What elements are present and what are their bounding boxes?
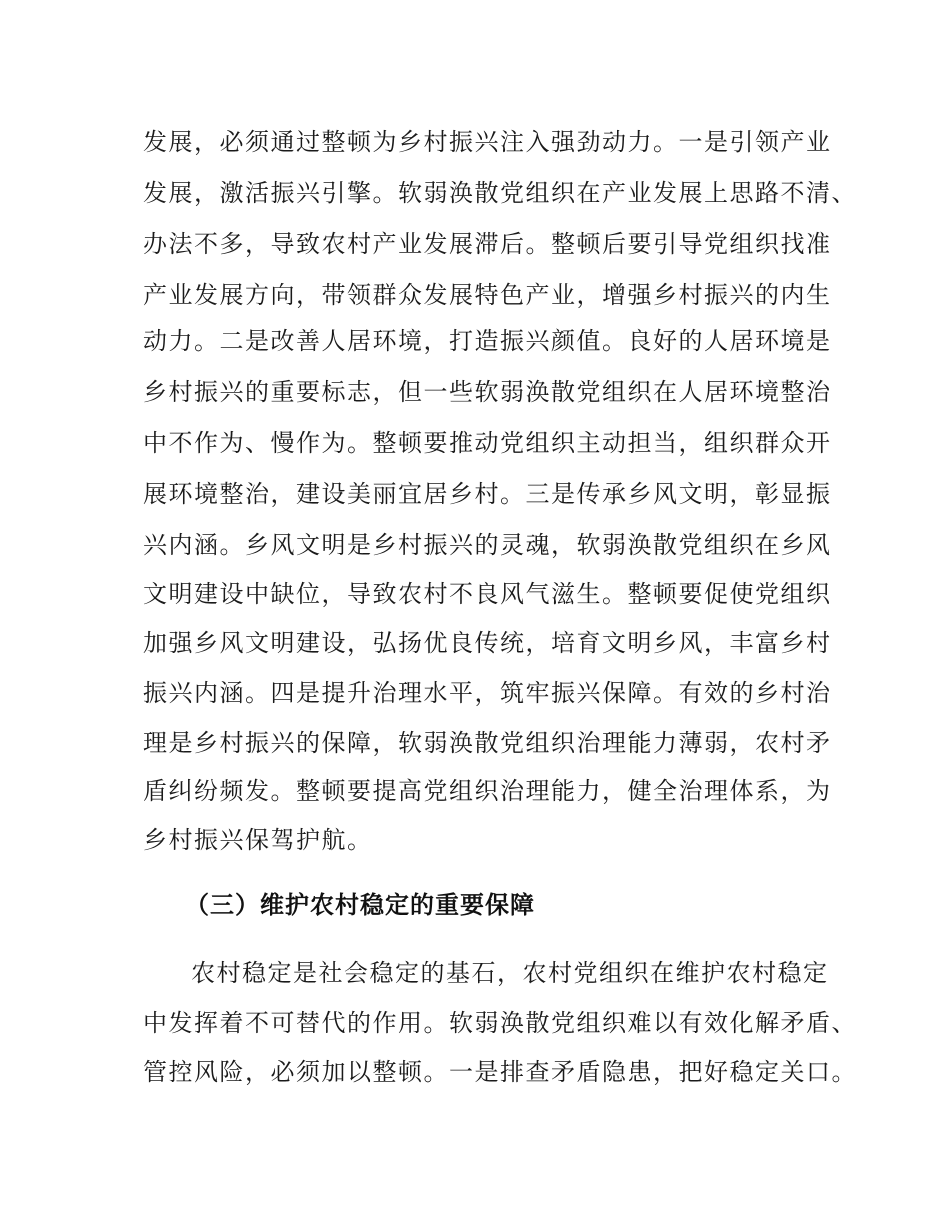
paragraph-line: 文明建设中缺位，导致农村不良风气滋生。整顿要促使党组织 <box>143 580 832 608</box>
paragraph-line: 中发挥着不可替代的作用。软弱涣散党组织难以有效化解矛盾、 <box>143 1009 857 1037</box>
paragraph-line: 乡村振兴保驾护航。 <box>143 826 373 854</box>
paragraph-line: 展环境整治，建设美丽宜居乡村。三是传承乡风文明，彰显振 <box>143 480 832 508</box>
paragraph-line: 盾纠纷频发。整顿要提高党组织治理能力，健全治理体系，为 <box>143 777 832 805</box>
paragraph-line: 发展，必须通过整顿为乡村振兴注入强劲动力。一是引领产业 <box>143 128 832 156</box>
section-heading: （三）维护农村稳定的重要保障 <box>185 891 535 919</box>
paragraph-line: 中不作为、慢作为。整顿要推动党组织主动担当，组织群众开 <box>143 429 832 457</box>
paragraph-line: 振兴内涵。四是提升治理水平，筑牢振兴保障。有效的乡村治 <box>143 679 832 707</box>
paragraph-line: 理是乡村振兴的保障，软弱涣散党组织治理能力薄弱，农村矛 <box>143 729 832 757</box>
paragraph-line: 产业发展方向，带领群众发展特色产业，增强乡村振兴的内生 <box>143 281 832 309</box>
paragraph-line: 加强乡风文明建设，弘扬优良传统，培育文明乡风，丰富乡村 <box>143 629 832 657</box>
paragraph-line: 乡村振兴的重要标志，但一些软弱涣散党组织在人居环境整治 <box>143 378 832 406</box>
paragraph-line: 发展，激活振兴引擎。软弱涣散党组织在产业发展上思路不清、 <box>143 179 857 207</box>
paragraph-line: 兴内涵。乡风文明是乡村振兴的灵魂，软弱涣散党组织在乡风 <box>143 531 832 559</box>
paragraph-line: 动力。二是改善人居环境，打造振兴颜值。良好的人居环境是 <box>143 327 832 355</box>
paragraph-line: 农村稳定是社会稳定的基石，农村党组织在维护农村稳定 <box>191 959 829 987</box>
paragraph-line: 办法不多，导致农村产业发展滞后。整顿后要引导党组织找准 <box>143 230 832 258</box>
paragraph-line: 管控风险，必须加以整顿。一是排查矛盾隐患，把好稳定关口。 <box>143 1058 857 1086</box>
